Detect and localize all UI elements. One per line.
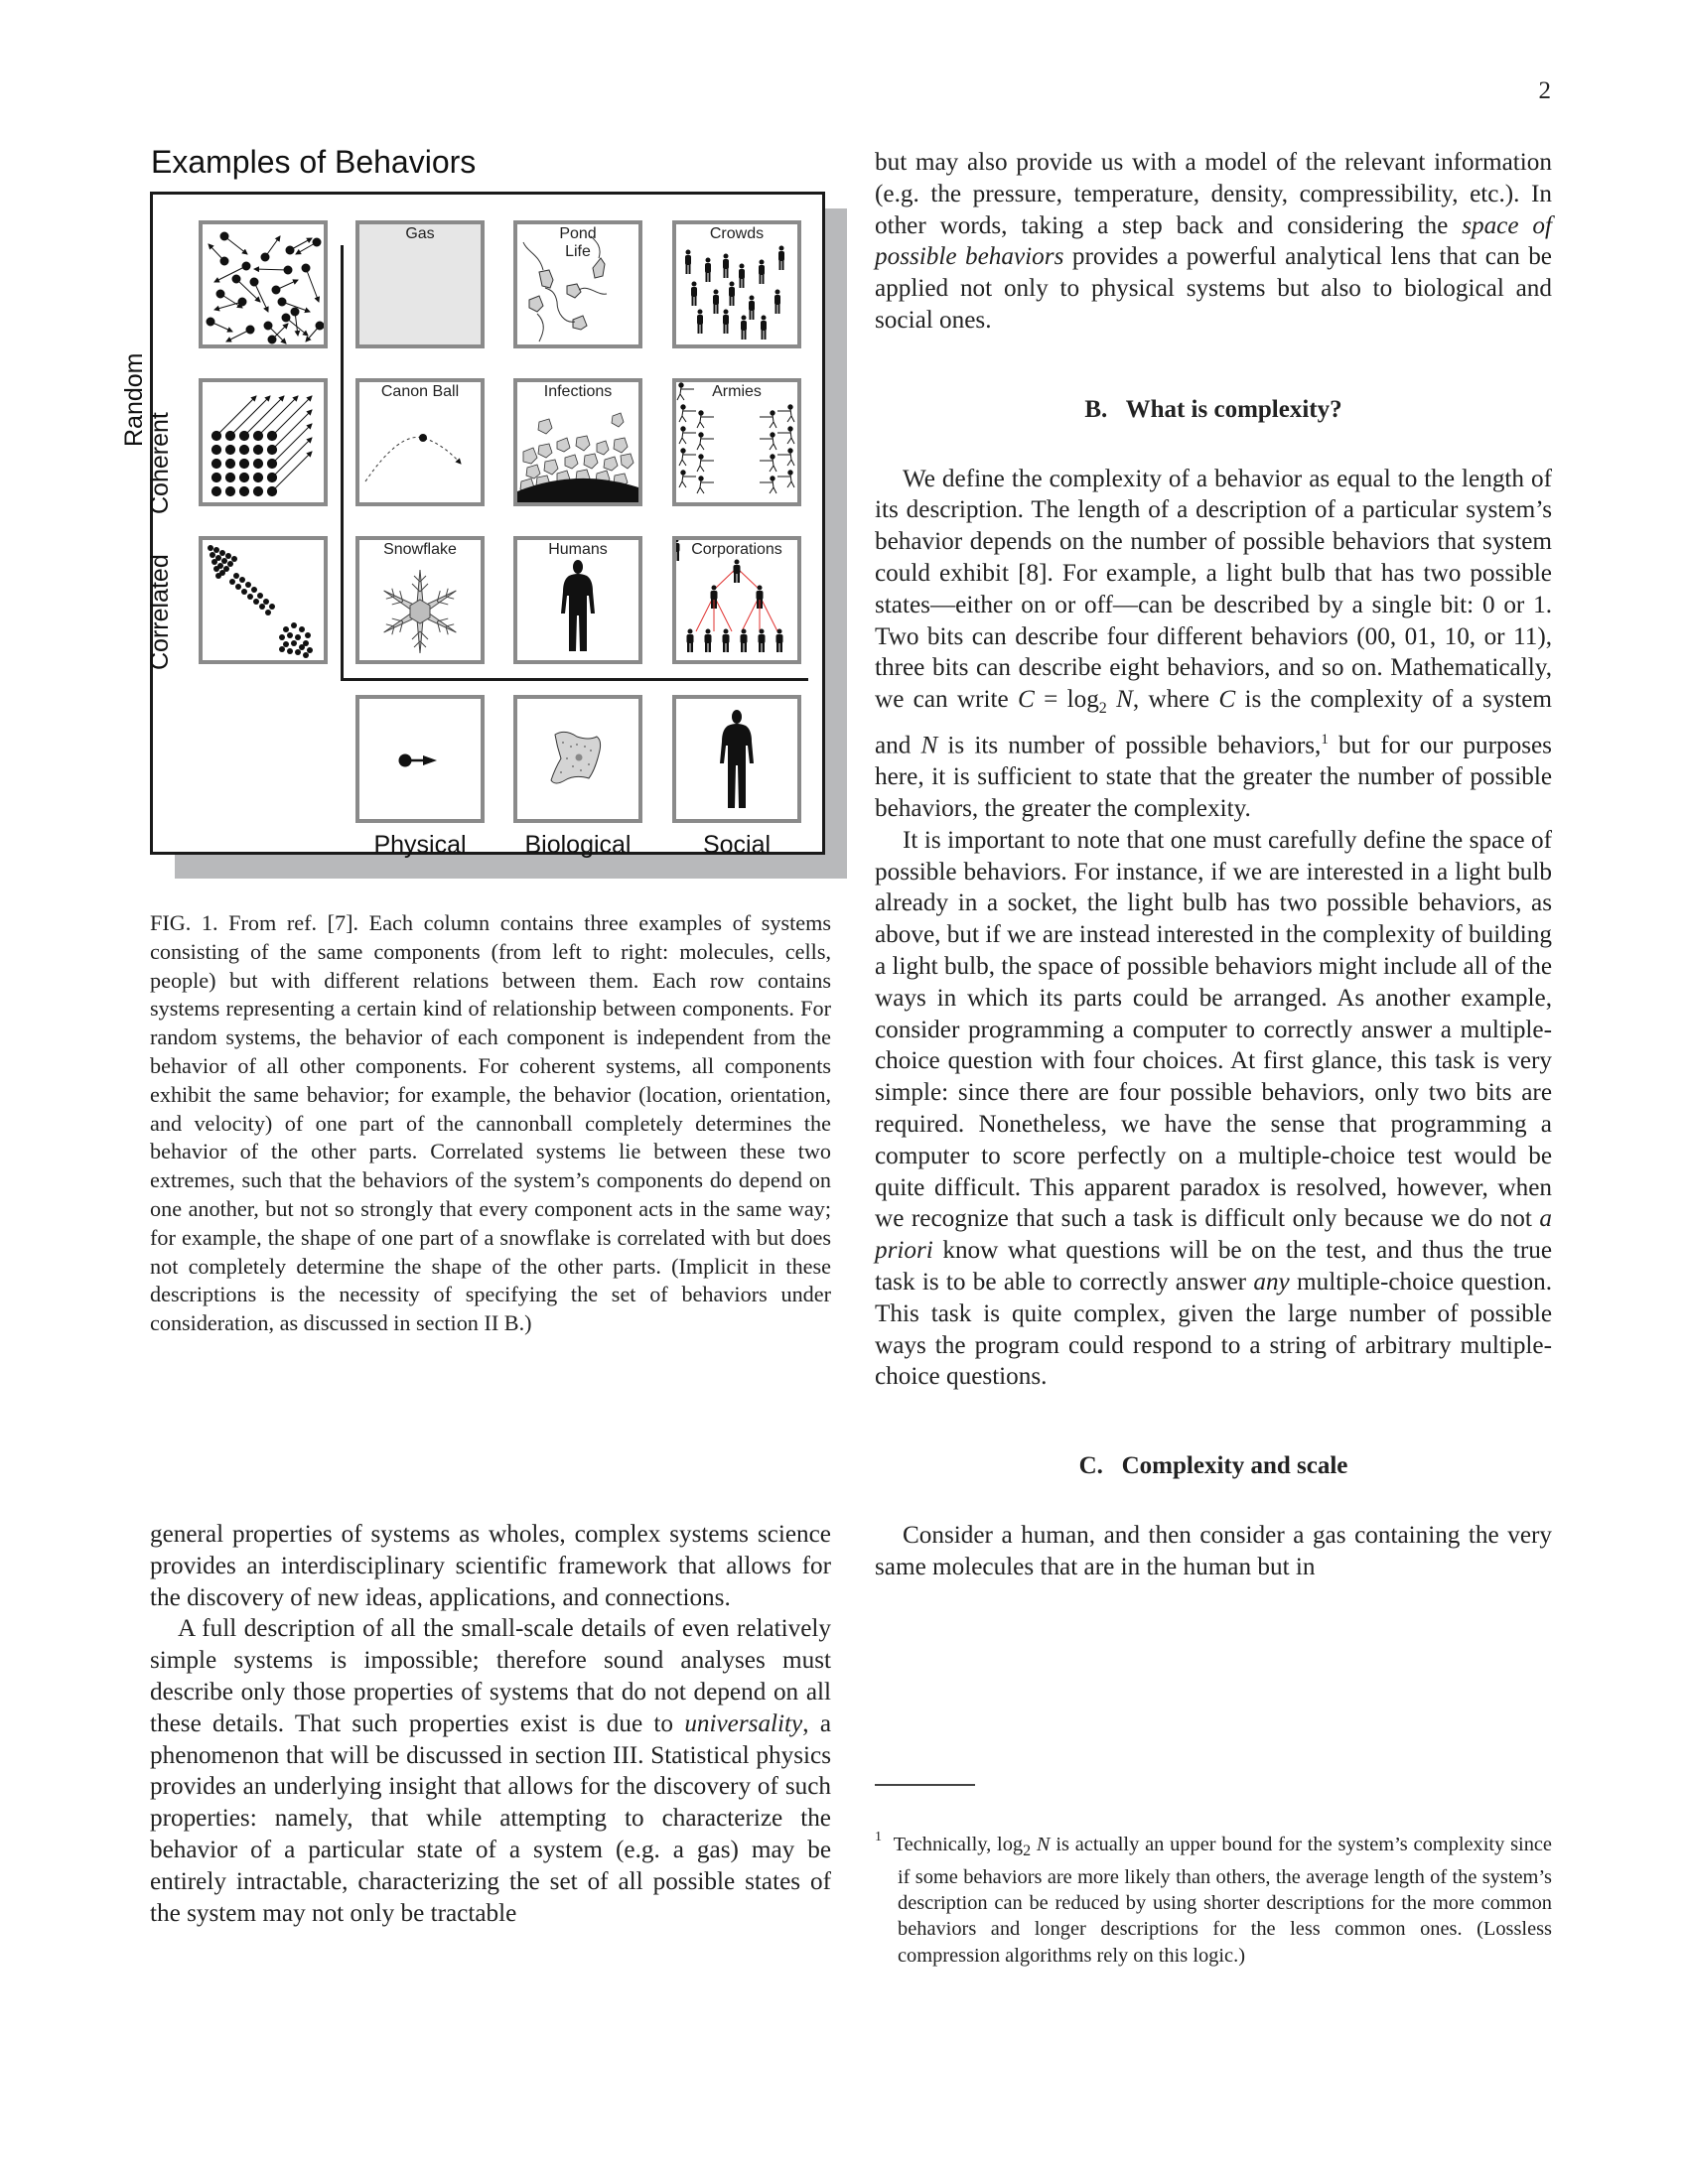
panel-snowflake <box>355 536 485 664</box>
row-label-random: Random <box>120 352 148 447</box>
human-silhouette-icon <box>517 540 638 660</box>
panel-biological <box>513 695 642 823</box>
panel-label-corporations: Corporations <box>691 541 782 558</box>
pond-life-line1: Pond <box>559 225 597 242</box>
panel-infections <box>513 378 642 506</box>
panel-label-canon-ball: Canon Ball <box>380 383 460 400</box>
footnote-divider <box>875 1784 975 1786</box>
panel-armies <box>672 378 801 506</box>
cannonball-trajectory-icon <box>359 382 481 502</box>
panel-random-molecules <box>199 220 328 348</box>
panel-coherent-molecules <box>199 378 328 506</box>
panel-corporations <box>672 536 801 664</box>
panel-pond-life <box>513 220 642 348</box>
panel-label-armies: Armies <box>712 383 762 400</box>
paragraph-complexity-definition: We define the complexity of a behavior as equal to the length of its description. The length of a description of a particular system’s behavior depends on the number of possible behaviors that system could exhibit [8]. For example, a light bulb that has two possible states—either on or off—can be described by a single bit: 0 or 1. Two bits can describe four different behaviors (00, 01, 10, or 11), three bits can describe eight behaviors, and so on. Mathematically, we can write $C = \log_2 N$, where C is the complexity of a system and N is its number of possible behaviors,$^1$ but for our purposes here, it is sufficient to state that the greater the number of possible behaviors, the greater the complexity. <box>875 465 1553 822</box>
footnote-1: $^1$ Technically, $\log_2 N$ is actually an upper bound for the system’s complexity since if some behaviors are more likely than others, the average length of the system’s description can be reduced by using shorter descriptions for the more common behaviors and longer descriptions for the less common ones. (Lossless compression algorithms rely on this logic.) <box>875 1830 1552 1967</box>
section-heading-c: C. Complexity and scale <box>1078 1452 1348 1480</box>
panel-humans <box>513 536 642 664</box>
horizontal-separator <box>341 678 808 681</box>
figure-caption <box>150 909 831 1338</box>
panel-crowds <box>672 220 801 348</box>
panel-label-snowflake: Snowflake <box>383 541 457 558</box>
footnote-ref-1[interactable]: 1 <box>1321 731 1329 748</box>
row-label-correlated: Correlated <box>146 554 174 670</box>
left-column <box>150 1519 831 1929</box>
right-column <box>875 147 1552 1583</box>
figure-examples-of-behaviors <box>120 144 847 879</box>
panel-gas <box>355 220 485 348</box>
paragraph-space-of-behaviors: It is important to note that one must carefully define the space of possible behaviors. For instance, if we are interested in a light bulb already in a socket, the light bulb has two possible behaviors, as above, but if we are instead interested in the complexity of building a light bulb, the space of possible behaviors might include all of the ways in which its parts could be arranged. As another example, consider programming a computer to correctly answer a multiple-choice question with four choices. At first glance, this task is very simple: since there are four possible behaviors, only two bits are required. Nonetheless, we have the sense that programming a computer to score perfectly on a multiple-choice test would be quite difficult. This apparent paradox is resolved, however, when we recognize that such a task is difficult only because we do not a priori know what questions will be on the test, and thus the true task is to be able to correctly answer any multiple-choice question. This task is quite complex, given the large number of possible ways the program could respond to a string of arbitrary multiple-choice questions. <box>875 826 1553 1391</box>
random-molecules-icon <box>203 224 324 344</box>
panel-label-crowds: Crowds <box>709 225 765 242</box>
emphasis-space-of-possible-behaviors: space of possible behaviors <box>875 211 1552 271</box>
panel-label-gas: Gas <box>405 225 435 242</box>
section-heading-b: B. What is complexity? <box>1084 395 1342 423</box>
column-label-social: Social <box>702 831 772 859</box>
person-silhouette-icon <box>676 699 797 819</box>
page-number: 2 <box>1538 77 1551 104</box>
paragraph-right-intro: but may also provide us with a model of the relevant information (e.g. the pressure, temperature, density, compressibility, etc.). In other words, taking a step back and considering the space of possible behaviors provides a powerful analytical lens that can be applied not only to physical systems but also to biological and social ones. <box>875 149 1552 334</box>
pond-life-line2: Life <box>565 243 591 260</box>
column-label-physical: Physical <box>373 831 467 859</box>
panel-label-infections: Infections <box>543 383 613 400</box>
panel-physical <box>355 695 485 823</box>
snowflake-icon <box>359 540 481 660</box>
coherent-molecules-icon <box>203 382 324 502</box>
cell-icon <box>517 699 638 819</box>
paragraph-left-1: general properties of systems as wholes, complex systems science provides an interdisciplinary scientific framework that allows for the discovery of new ideas, applications, and connections. <box>150 1521 831 1611</box>
crowd-people-icon <box>676 224 797 344</box>
caption-text: FIG. 1. From ref. [7]. Each column contains three examples of systems consisting of the same components (from left to right: molecules, cells, people) but with different relations between them. Each row contains systems representing a certain kind of relationship between components. For random systems, the behavior of each component is independent from the behavior of all other components. For coherent systems, all components exhibit the same behavior; for example, the behavior (location, orientation, and velocity) of one part of the cannonball completely determines the behavior of the other parts. Correlated systems lie between these two extremes, such that the behaviors of the system’s components do depend on one another, but not so strongly that every component acts in the same way; for example, the shape of one part of a snowflake is correlated with but does not completely determine the shape of the other parts. (Implicit in these descriptions is the necessity of specifying the set of behaviors under consideration, as discussed in section II B.) <box>150 910 831 1336</box>
molecule-arrow-icon <box>359 699 481 819</box>
pond-life-cells-icon <box>517 224 638 344</box>
corporate-hierarchy-icon <box>676 540 797 660</box>
panel-label-humans: Humans <box>548 541 608 558</box>
emphasis-a-priori: a priori <box>875 1205 1552 1265</box>
emphasis-universality: universality <box>684 1709 803 1737</box>
correlated-molecules-icon <box>203 540 324 660</box>
infection-cells-icon <box>517 382 638 502</box>
panel-canon-ball <box>355 378 485 506</box>
panel-correlated-molecules <box>199 536 328 664</box>
vertical-separator <box>341 245 344 681</box>
row-label-coherent: Coherent <box>146 412 174 514</box>
panel-social <box>672 695 801 823</box>
figure-title: Examples of Behaviors <box>151 144 477 180</box>
emphasis-any: any <box>1253 1268 1290 1296</box>
army-soldiers-icon <box>676 382 797 502</box>
paragraph-left-2: A full description of all the small-scale details of even relatively simple systems is impossible; therefore sound analyses must describe only those properties of systems that do not depend on all these details. That such properties exist is due to universality, a phenomenon that will be discussed in section III. Statistical physics provides an underlying insight that allows for the discovery of such properties: namely, that while attempting to characterize the behavior of a particular state of a system (e.g. a gas) may be entirely intractable, characterizing the set of all possible states of the system may not only be tractable <box>150 1615 831 1927</box>
column-label-biological: Biological <box>524 831 632 859</box>
footnote-mark: 1 <box>875 1830 882 1844</box>
paragraph-complexity-scale: Consider a human, and then consider a gas containing the very same molecules that are in the human but in <box>875 1521 1552 1580</box>
